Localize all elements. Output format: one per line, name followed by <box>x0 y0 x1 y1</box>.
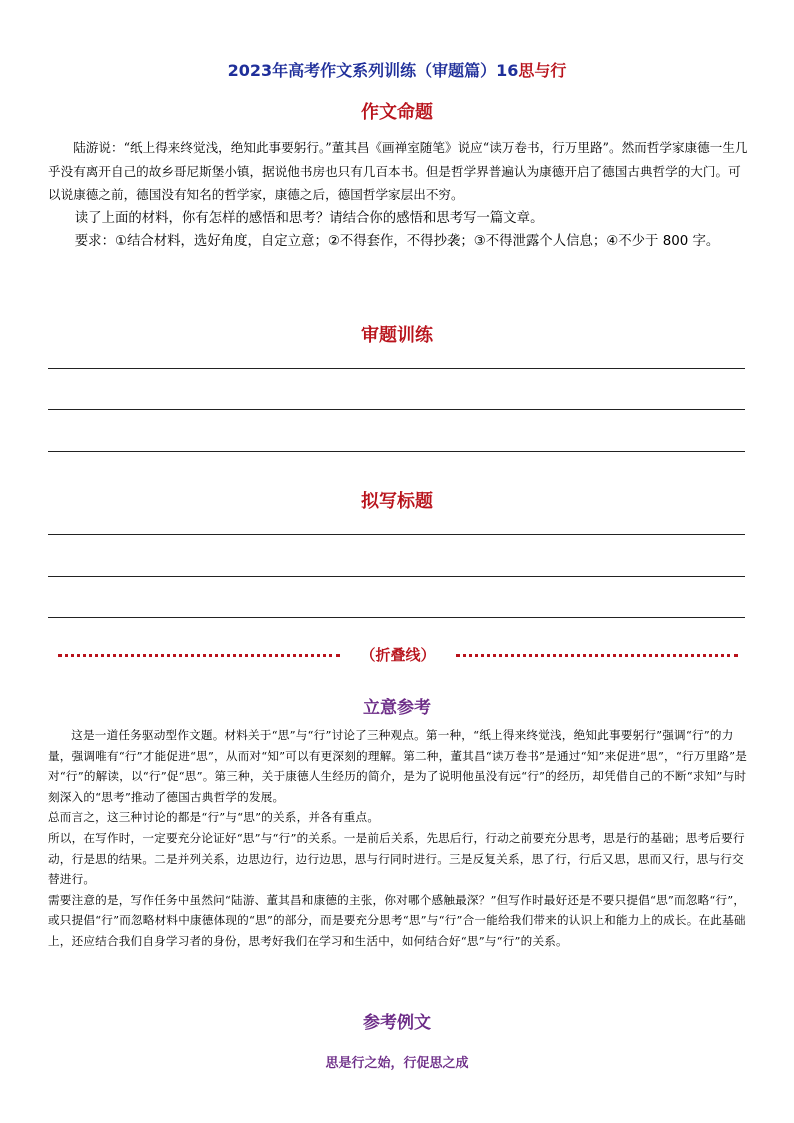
document-title-emphasis: 思与行 <box>518 61 567 80</box>
document-title-main: 2023年高考作文系列训练（审题篇）16 <box>227 61 519 80</box>
fold-line-dots-right <box>456 654 738 657</box>
section-heading-headline: 拟写标题 <box>361 491 433 512</box>
writing-line <box>48 576 745 577</box>
reference-paragraph: 需要注意的是，写作任务中虽然问“陆游、董其昌和康德的主张，你对哪个感触最深？”但写作时最好还是不要只提倡“思”而忽略“行”，或只提倡“行”而忽略材料中康德体现的“思”的部分，而是要充分思考“思”与“行”合一能给我们带来的认识上和能力上的成长。在此基础上，还应结合我们自身学习者的身份，思考好我们在学习和生活中，如何结合好“思”与“行”的关系。 <box>48 892 746 948</box>
section-heading-analysis: 审题训练 <box>361 325 433 346</box>
fold-line-dots-left <box>58 654 340 657</box>
prompt-text <box>48 136 748 254</box>
section-heading-prompt: 作文命题 <box>361 102 433 123</box>
writing-line <box>48 409 745 410</box>
sample-essay-title: 思是行之始，行促思之成 <box>325 1056 469 1071</box>
prompt-requirements-paragraph: 要求：①结合材料，选好角度，自定立意；②不得套作，不得抄袭；③不得泄露个人信息；④不少于 800 字。 <box>74 234 720 249</box>
reference-paragraph: 总而言之，这三种讨论的都是“行”与“思”的关系，并各有重点。 <box>48 810 380 825</box>
document-title <box>0 58 794 81</box>
writing-line <box>48 534 745 535</box>
writing-line <box>48 368 745 369</box>
prompt-material-paragraph: 陆游说：“纸上得来终觉浅，绝知此事要躬行。”董其昌《画禅室随笔》说应“读万卷书，行万里路”。然而哲学家康德一生几乎没有离开自己的故乡哥尼斯堡小镇，据说他书房也只有几百本书。但是哲学界普遍认为康德开启了德国古典哲学的大门。可以说康德之前，德国没有知名的哲学家，康德之后，德国哲学家层出不穷。 <box>48 140 748 202</box>
fold-line <box>58 644 738 666</box>
reference-paragraph: 所以，在写作时，一定要充分论证好“思”与“行”的关系。一是前后关系，先思后行，行动之前要充分思考，思是行的基础；思考后要行动，行是思的结果。二是并列关系，边思边行，边行边思，思与行同时进行。三是反复关系，思了行，行后又思，思而又行，思与行交替进行。 <box>48 830 745 887</box>
prompt-task-paragraph: 读了上面的材料，你有怎样的感悟和思考？请结合你的感悟和思考写一篇文章。 <box>74 210 544 226</box>
reference-paragraph: 这是一道任务驱动型作文题。材料关于“思”与“行”讨论了三种观点。第一种，“纸上得来终觉浅，绝知此事要躬行”强调“行”的力量，强调唯有“行”才能促进“思”，从而对“知”可以有更深刻的理解。第二种，董其昌“读万卷书”是通过“知”来促进“思”，“行万里路”是对“行”的解读，以“行”促“思”。第三种，关于康德人生经历的简介，是为了说明他虽没有远“行”的经历，却凭借自己的不断“求知”与时刻深入的“思考”推动了德国古典哲学的发展。 <box>48 728 748 804</box>
section-heading-sample: 参考例文 <box>363 1013 431 1033</box>
writing-line <box>48 451 745 452</box>
section-heading-reference: 立意参考 <box>363 698 431 718</box>
reference-text <box>48 725 748 952</box>
writing-line <box>48 617 745 618</box>
fold-line-label: （折叠线） <box>360 646 436 664</box>
